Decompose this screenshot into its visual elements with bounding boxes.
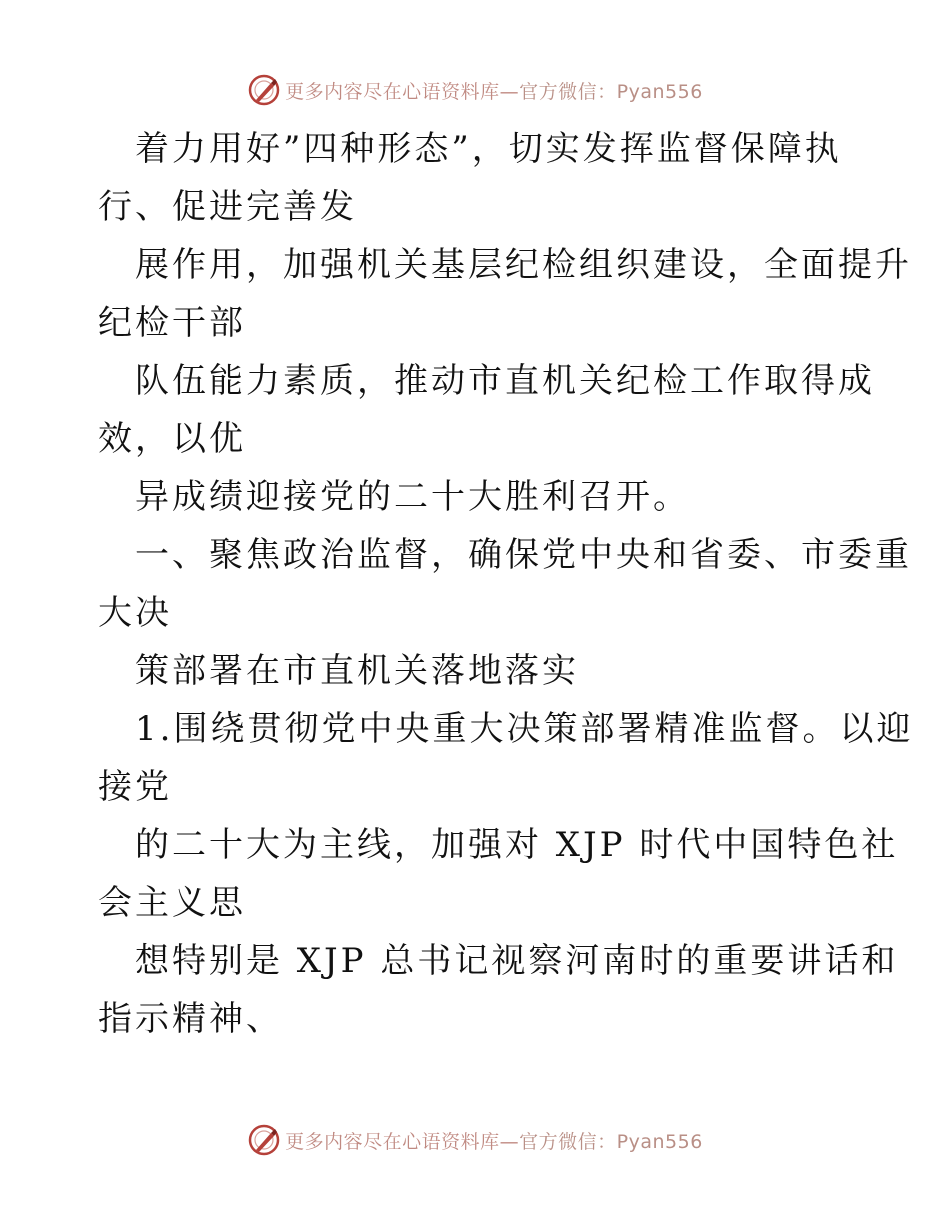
watermark-text: 更多内容尽在心语资料库—官方微信：Pyan556 [285,1130,703,1153]
document-body [98,120,914,1048]
wechat-id: 官方微信：Pyan556 [519,80,703,103]
watermark-text: 更多内容尽在心语资料库—官方微信：Pyan556 [285,80,703,103]
text-line: 展作用，加强机关基层纪检组织建设，全面提升 [135,245,912,285]
wechat-id: 官方微信：Pyan556 [519,1130,703,1153]
header-watermark-banner [0,70,950,110]
pen-logo-icon [247,1123,281,1157]
text-line: 异成绩迎接党的二十大胜利召开。 [135,477,690,517]
text-line: 一、聚焦政治监督，确保党中央和省委、市委重 [135,535,912,575]
text-line: 会主义思 [98,883,246,923]
text-line: 想特别是 XJP 总书记视察河南时的重要讲话和 [135,941,899,981]
text-line: 纪检干部 [98,303,246,343]
text-line: 策部署在市直机关落地落实 [135,651,579,691]
text-line: 的二十大为主线，加强对 XJP 时代中国特色社 [135,825,899,865]
text-line: 行、促进完善发 [98,187,357,227]
text-line: 效，以优 [98,419,246,459]
text-line: 指示精神、 [98,999,283,1039]
text-line: 着力用好”四种形态”，切实发挥监督保障执 [135,129,842,169]
text-line: 1.围绕贯彻党中央重大决策部署精准监督。以迎 [135,709,914,749]
footer-watermark-banner [0,1120,950,1160]
pen-logo-icon [247,73,281,107]
text-line: 接党 [98,767,172,807]
text-line: 大决 [98,593,172,633]
text-line: 队伍能力素质，推动市直机关纪检工作取得成 [135,361,875,401]
